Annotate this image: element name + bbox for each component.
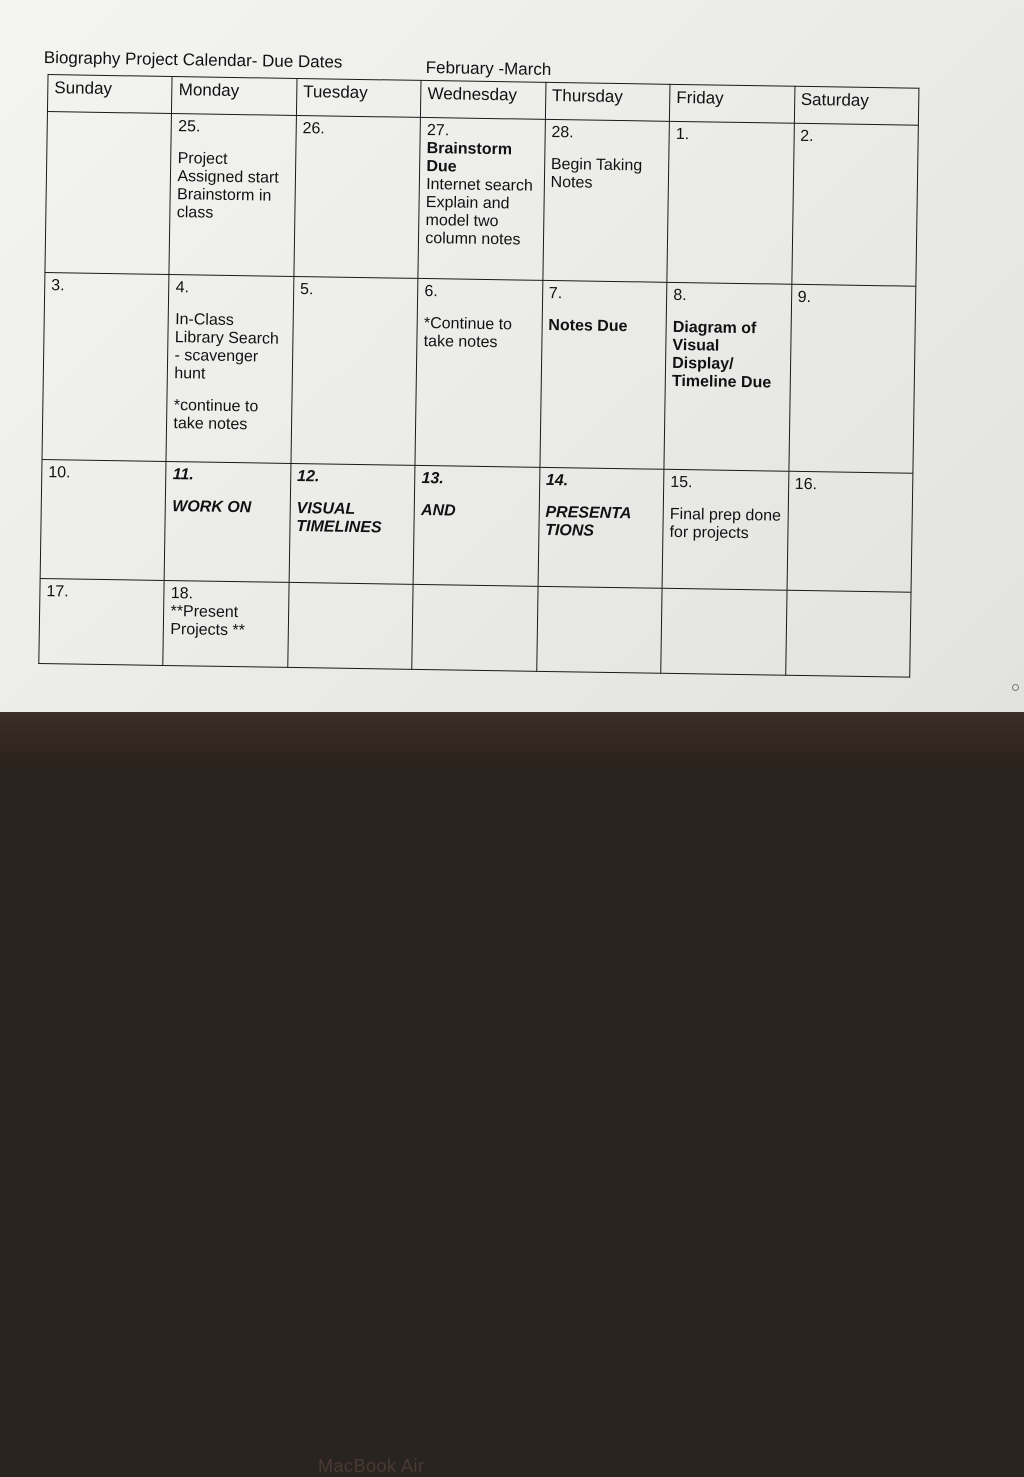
day-number: 25. (178, 118, 201, 136)
calendar-day-cell (166, 274, 293, 463)
calendar-day-cell (291, 276, 418, 465)
calendar-date-range: February -March (425, 57, 552, 79)
day-number: 5. (299, 281, 314, 299)
calendar-day-cell (788, 284, 915, 473)
calendar-day-cell (661, 588, 787, 675)
calendar-day-cell (412, 584, 538, 671)
day-number: 4. (175, 279, 190, 297)
calendar-day-cell (42, 273, 169, 462)
day-number: 15. (670, 473, 693, 492)
laptop-screen (0, 0, 1024, 712)
weekday-header: Saturday (794, 86, 919, 125)
calendar-heading (43, 47, 552, 79)
calendar-day-cell (294, 115, 421, 278)
day-number: 6. (424, 283, 438, 301)
calendar-day-cell (667, 121, 794, 284)
day-number: 9. (797, 288, 812, 307)
day-number: 11. (172, 466, 194, 484)
day-number (54, 116, 165, 118)
calendar-day-cell (791, 123, 918, 286)
weekday-header: Thursday (545, 82, 670, 121)
calendar-day-cell (39, 579, 165, 666)
calendar-day-cell (418, 117, 545, 280)
calendar-day-cell (289, 463, 415, 584)
day-note: VISUAL TIMELINES (296, 500, 382, 537)
calendar-day-cell (787, 471, 913, 592)
day-number (295, 587, 406, 589)
day-note: Notes Due (548, 316, 628, 336)
day-number: 8. (673, 286, 687, 305)
day-number: 17. (46, 583, 69, 601)
day-note: Final prep done for projects (669, 505, 782, 543)
calendar-day-cell (288, 582, 414, 669)
weekday-header: Monday (172, 77, 297, 116)
calendar-day-cell (538, 467, 664, 588)
calendar-day-cell (415, 278, 542, 467)
calendar-week-row (45, 112, 918, 287)
calendar-day-cell (543, 119, 670, 282)
day-number: 14. (545, 471, 569, 490)
day-note: **Present Projects ** (170, 603, 246, 640)
weekday-header: Friday (670, 84, 795, 123)
calendar-day-cell (45, 112, 172, 275)
day-number: 1. (675, 125, 690, 144)
day-note: *continue to take notes (173, 397, 259, 434)
day-number: 16. (794, 475, 818, 494)
day-number: 18. (170, 585, 194, 603)
calendar-day-cell (163, 580, 289, 667)
calendar-title: Biography Project Calendar- Due Dates (43, 47, 343, 72)
screen-corner-dot (1012, 684, 1019, 691)
calendar-day-cell (413, 465, 539, 586)
calendar-day-cell (662, 469, 788, 590)
weekday-header: Sunday (47, 75, 172, 114)
calendar-day-cell (536, 586, 662, 673)
day-number (544, 591, 655, 593)
day-number: 7. (548, 284, 563, 303)
calendar-day-cell (540, 280, 667, 469)
calendar-day-cell (165, 461, 291, 582)
day-note: Brainstorm Due (426, 140, 513, 176)
calendar-week-row (40, 460, 913, 593)
calendar-day-cell (664, 282, 791, 471)
laptop-brand-label: MacBook Air (318, 1456, 425, 1476)
calendar-day-cell (40, 460, 166, 581)
day-number: 13. (421, 469, 444, 488)
day-number (793, 595, 904, 597)
day-number: 10. (48, 464, 71, 482)
day-number (420, 589, 531, 591)
day-note: WORK ON (172, 498, 252, 517)
calendar-week-row (39, 579, 911, 678)
day-note: Diagram of Visual Display/ Timeline Due (671, 318, 772, 392)
day-note: Internet search Explain and model two column notes (425, 176, 533, 249)
calendar-document (34, 46, 924, 690)
calendar-day-cell (169, 114, 296, 277)
day-number: 27. (426, 122, 450, 140)
day-note: Project Assigned start Brainstorm in class (176, 150, 279, 222)
day-note: *Continue to take notes (423, 315, 513, 352)
day-note: PRESENTA TIONS (545, 503, 631, 540)
day-number: 12. (296, 468, 320, 486)
day-number: 3. (51, 277, 65, 295)
day-note: In-Class Library Search - scavenger hunt (174, 311, 280, 383)
weekday-header: Tuesday (296, 78, 421, 117)
day-note: Begin Taking Notes (550, 155, 643, 192)
day-number: 26. (302, 120, 325, 138)
day-note: AND (420, 501, 456, 520)
day-number: 28. (551, 123, 574, 142)
calendar-table (38, 74, 919, 678)
calendar-day-cell (785, 590, 911, 677)
calendar-week-row (42, 273, 916, 474)
calendar-body (39, 112, 919, 678)
weekday-header: Wednesday (421, 80, 546, 119)
laptop-bezel (0, 712, 1024, 1476)
day-number: 2. (800, 127, 814, 146)
day-number (669, 593, 780, 595)
